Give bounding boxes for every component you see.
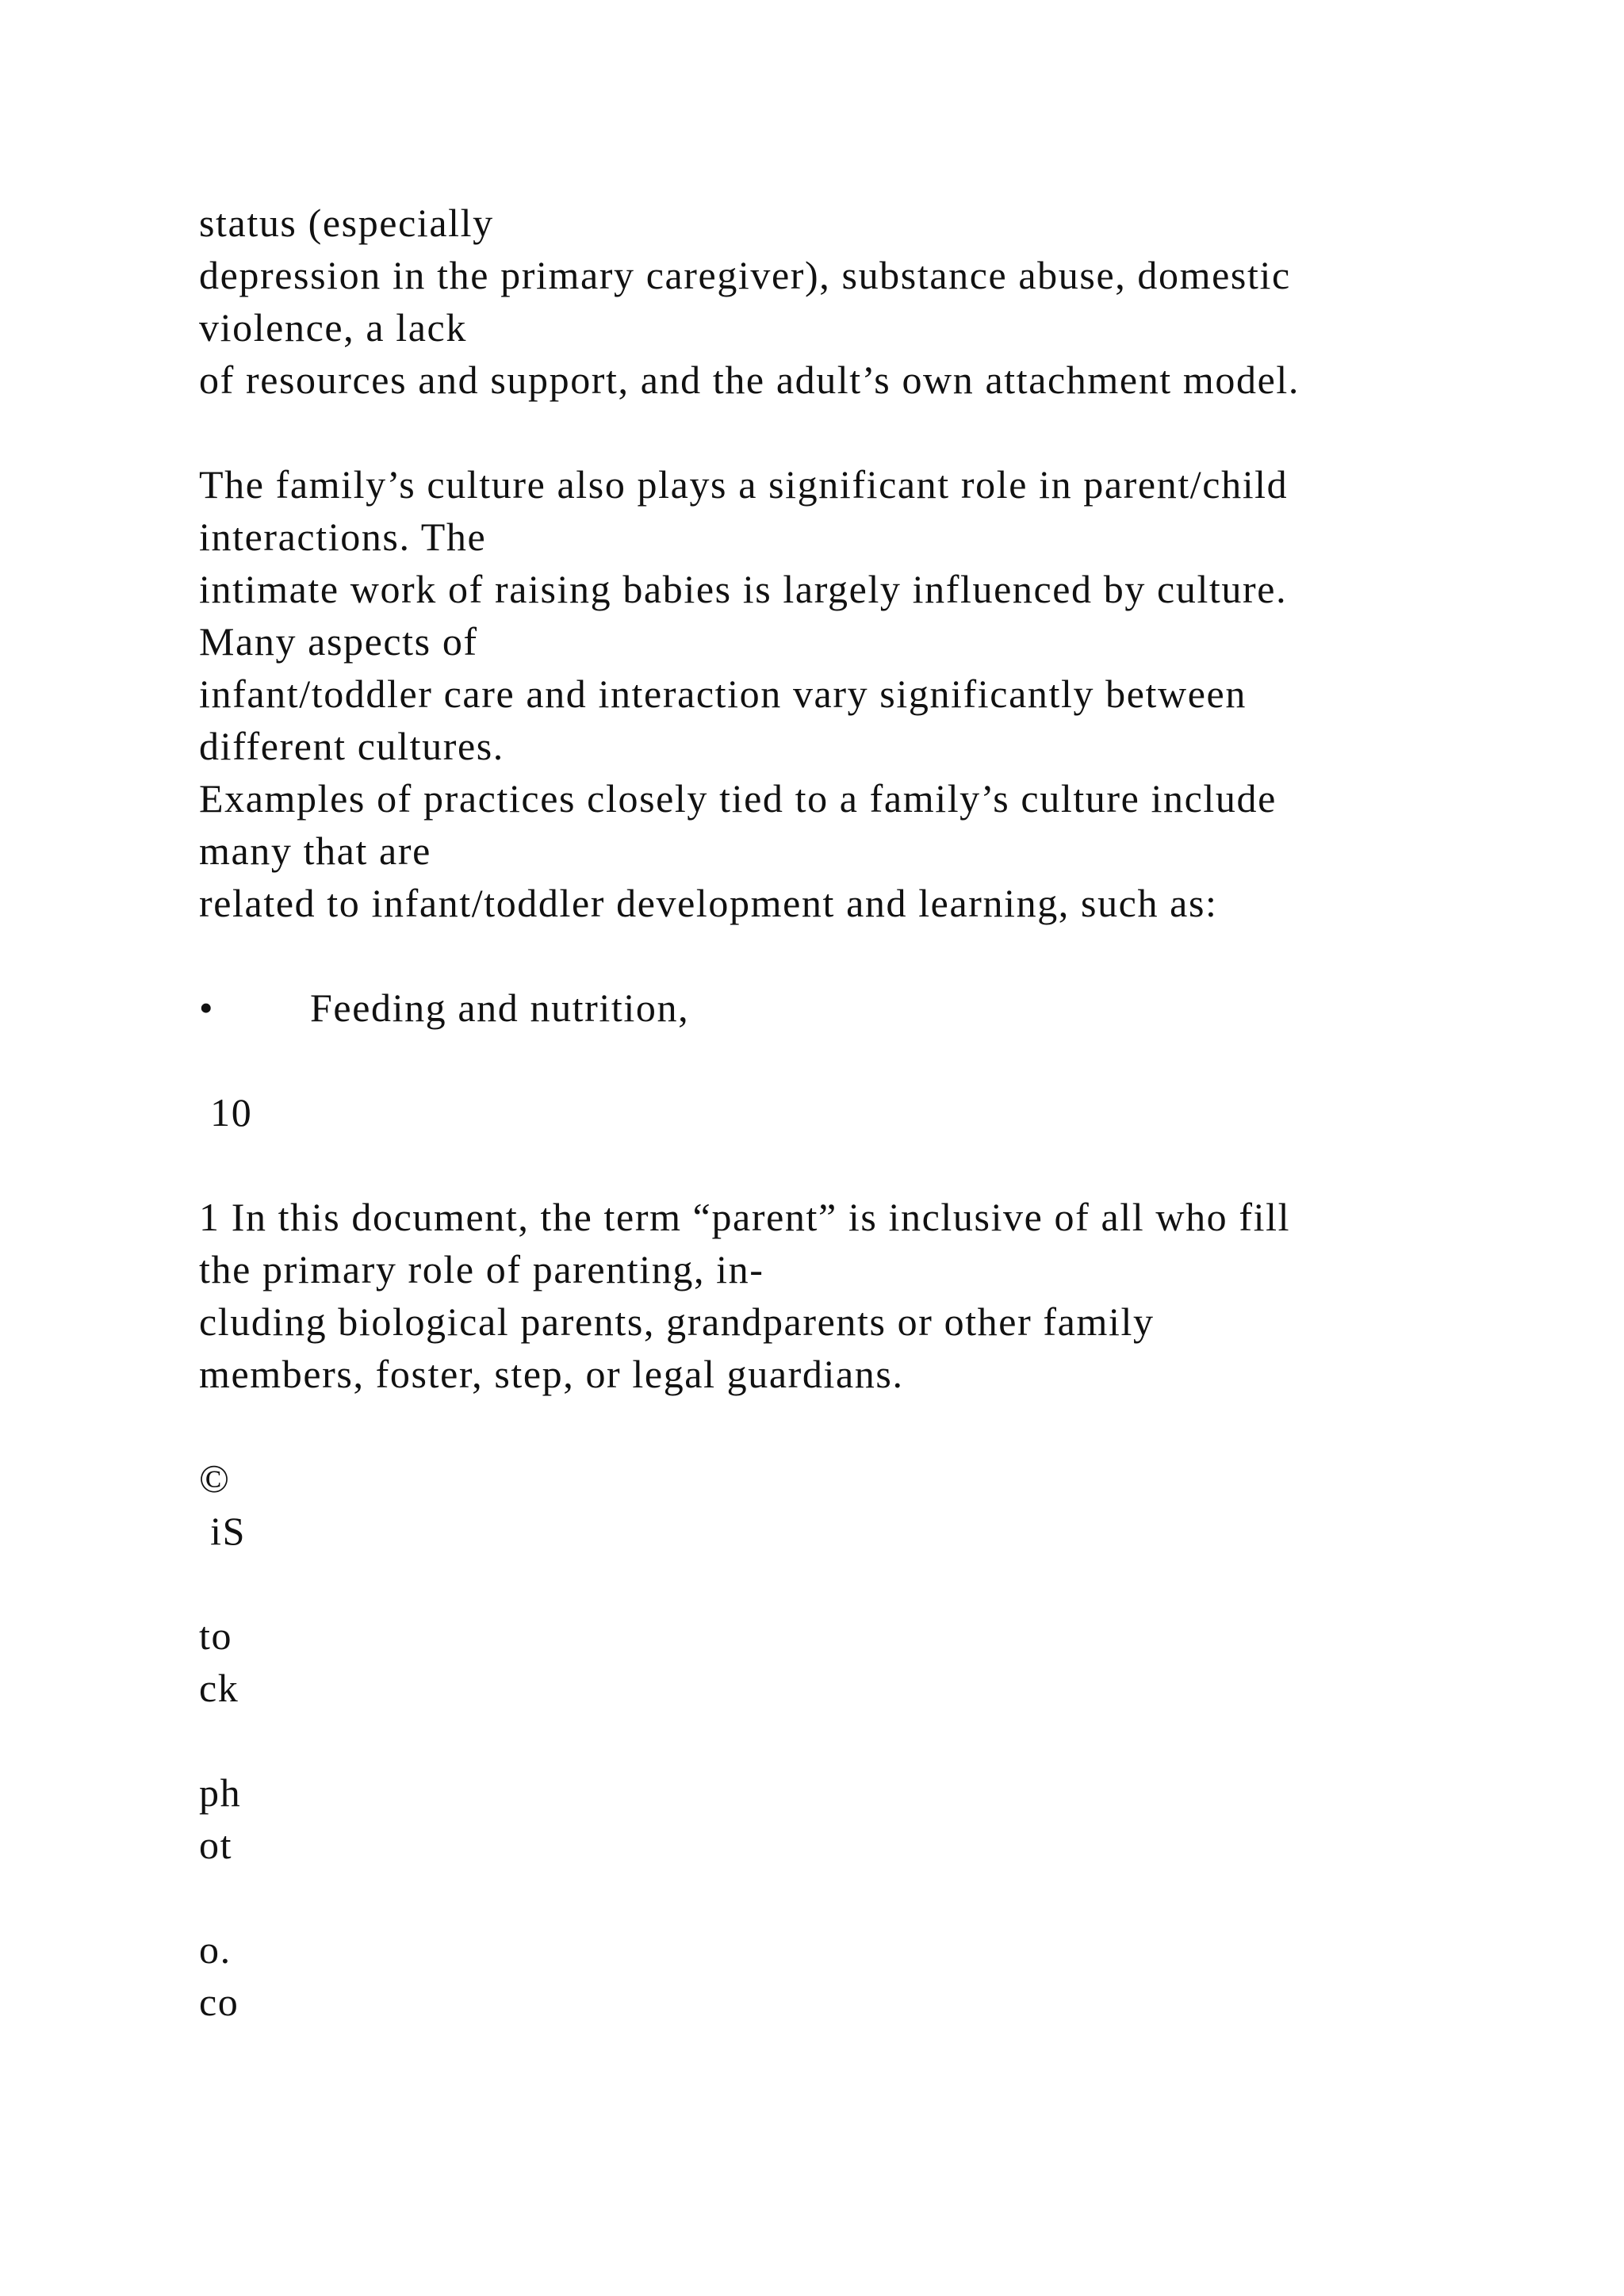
- bullet-marker: •: [199, 985, 215, 1030]
- text-line: related to infant/toddler development and learning, such as:: [199, 881, 1218, 925]
- blank-line: [199, 1034, 1500, 1086]
- text-line: intimate work of raising babies is largely influenced by culture.: [199, 567, 1288, 611]
- blank-line: [199, 1871, 1500, 1923]
- text-line: 1 In this document, the term “parent” is inclusive of all who fill: [199, 1195, 1291, 1239]
- text-line: iS: [199, 1509, 246, 1553]
- blank-line: [199, 929, 1500, 982]
- blank-line: [199, 1714, 1500, 1766]
- text-line: members, foster, step, or legal guardians.: [199, 1352, 904, 1396]
- text-line: many that are: [199, 828, 431, 873]
- bullet-list-item: [199, 982, 1500, 1034]
- text-line: of resources and support, and the adult’s own attachment model.: [199, 358, 1300, 402]
- text-line: violence, a lack: [199, 305, 467, 350]
- text-line: 10: [199, 1090, 253, 1135]
- text-line: ©: [199, 1456, 231, 1501]
- text-line: Many aspects of: [199, 619, 478, 664]
- text-line: ph: [199, 1770, 242, 1815]
- text-line: to: [199, 1613, 233, 1658]
- text-line: ck: [199, 1666, 239, 1710]
- text-line: ot: [199, 1823, 233, 1867]
- text-line: interactions. The: [199, 515, 487, 559]
- text-line: The family’s culture also plays a significant role in parent/child: [199, 462, 1289, 507]
- text-line: o.: [199, 1927, 232, 1972]
- text-line: infant/toddler care and interaction vary significantly between: [199, 672, 1247, 716]
- text-line: status (especially: [199, 201, 494, 245]
- text-line: co: [199, 1980, 239, 2024]
- text-line: the primary role of parenting, in-: [199, 1247, 764, 1292]
- text-line: cluding biological parents, grandparents or other family: [199, 1299, 1155, 1344]
- blank-line: [199, 1400, 1500, 1452]
- blank-line: [199, 1138, 1500, 1191]
- text-line: depression in the primary caregiver), substance abuse, domestic: [199, 253, 1291, 297]
- blank-line: [199, 1557, 1500, 1609]
- document-text: [199, 197, 1500, 2028]
- bullet-text: Feeding and nutrition,: [310, 985, 690, 1030]
- text-line: different cultures.: [199, 724, 504, 768]
- blank-line: [199, 406, 1500, 458]
- text-line: Examples of practices closely tied to a family’s culture include: [199, 776, 1277, 821]
